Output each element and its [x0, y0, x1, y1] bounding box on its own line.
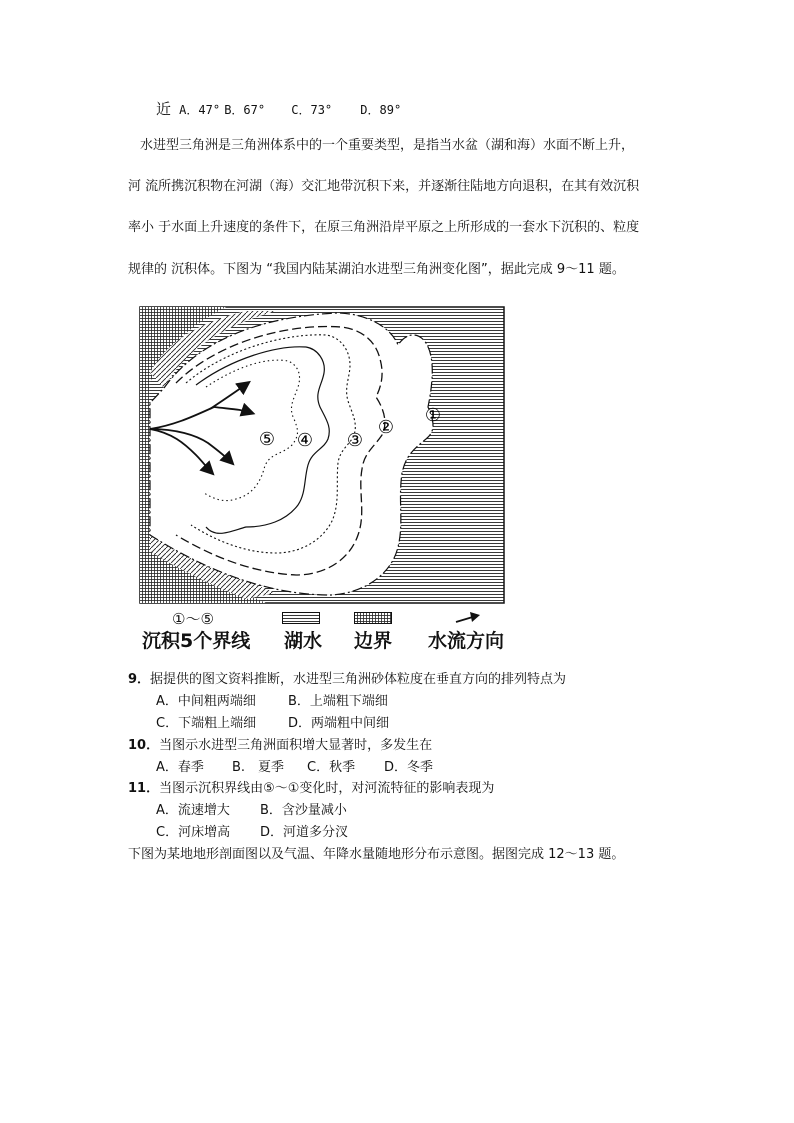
legend-lake-swatch — [282, 612, 320, 624]
boundary-label-1: ① — [424, 405, 442, 426]
passage-line-3: 率小 于水面上升速度的条件下，在原三角洲沿岸平原之上所形成的一套水下沉积的、粒度 — [128, 220, 640, 235]
question-10-option-a: A．春季 — [156, 760, 204, 775]
question-11-options-row-1 — [156, 799, 347, 818]
legend-lines-caption: 沉积5个界线 — [142, 630, 251, 652]
question-11-number: 11． — [128, 781, 160, 796]
delta-map-figure — [136, 303, 508, 607]
option-d: D．89° — [360, 103, 402, 117]
legend-flow-label: 水流方向 — [428, 630, 505, 652]
question-10-option-c: C．秋季 — [307, 760, 356, 775]
question-11 — [128, 777, 494, 796]
passage-line-2: 河 流所携沉积物在河湖（海）交汇地带沉积下来，并逐渐往陆地方向退积，在其有效沉积 — [128, 179, 640, 194]
boundary-label-3: ③ — [346, 430, 364, 451]
boundary-label-2: ② — [377, 417, 395, 438]
legend-lines-symbol: ①～⑤ — [172, 610, 214, 628]
legend-boundary-label: 边界 — [354, 630, 393, 652]
boundary-label-5: ⑤ — [258, 429, 276, 450]
question-11-option-c: C．河床增高 — [156, 825, 231, 840]
question-9 — [128, 668, 566, 687]
question-11-option-d: D．河道多分汊 — [260, 825, 349, 840]
question-10-number: 10． — [128, 738, 160, 753]
legend-boundary-swatch — [354, 612, 392, 624]
question-9-options-row-1 — [156, 690, 388, 709]
question-9-option-b: B．上端粗下端细 — [288, 694, 388, 709]
question-9-number: 9． — [128, 672, 151, 687]
question-10-option-d: D．冬季 — [384, 760, 434, 775]
question-10 — [128, 734, 432, 753]
question-11-text: 当图示沉积界线由⑤～①变化时，对河流特征的影响表现为 — [159, 781, 495, 796]
option-a: A．47° — [179, 103, 221, 117]
question-10-option-b: B. 夏季 — [232, 760, 285, 775]
figure-legend — [136, 608, 516, 652]
question-11-option-b: B．含沙量减小 — [260, 803, 347, 818]
option-c: C．73° — [291, 103, 333, 117]
question-9-option-a: A．中间粗两端细 — [156, 694, 256, 709]
question-11-option-a: A．流速增大 — [156, 803, 230, 818]
near-text: 近 — [156, 100, 172, 118]
previous-question-options — [156, 98, 401, 119]
question-10-text: 当图示水进型三角洲面积增大显著时，多发生在 — [159, 738, 433, 753]
next-section-intro: 下图为某地地形剖面图以及气温、年降水量随地形分布示意图。据图完成 12～13 题。 — [128, 847, 625, 862]
passage-line-4: 规律的 沉积体。下图为 “我国内陆某湖泊水进型三角洲变化图”，据此完成 9～11 题。 — [128, 262, 625, 277]
question-9-options-row-2 — [156, 712, 389, 731]
question-10-options — [156, 756, 433, 775]
question-9-text: 据提供的图文资料推断，水进型三角洲砂体粒度在垂直方向的排列特点为 — [150, 672, 567, 687]
question-9-option-c: C．下端粗上端细 — [156, 716, 257, 731]
question-9-option-d: D．两端粗中间细 — [288, 716, 390, 731]
legend-flow-arrow-icon — [454, 610, 484, 624]
option-b: B．67° — [224, 103, 266, 117]
question-11-options-row-2 — [156, 821, 348, 840]
legend-lake-label: 湖水 — [284, 630, 323, 652]
passage-line-1: 水进型三角洲是三角洲体系中的一个重要类型，是指当水盆（湖和海）水面不断上升， — [140, 138, 635, 153]
boundary-label-4: ④ — [296, 430, 314, 451]
